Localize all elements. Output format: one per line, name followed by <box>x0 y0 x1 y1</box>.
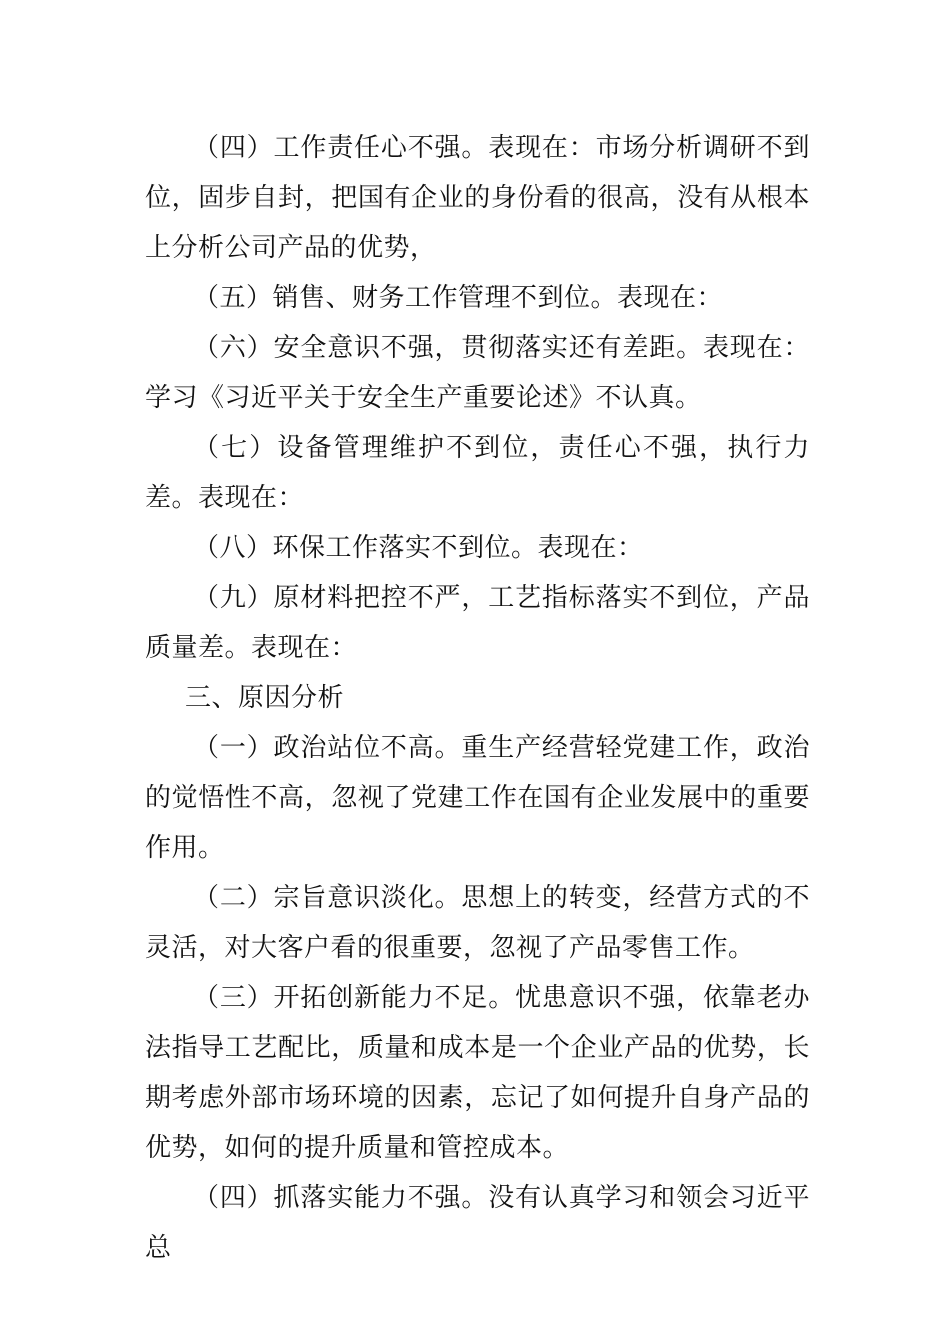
paragraph-environment: （八）环保工作落实不到位。表现在： <box>193 533 644 563</box>
paragraph-responsibility: （四）工作责任心不强。表现在：市场分析调研不到位，固步自封，把国有企业的身份看的很高，没有从根本上分析公司产品的优势， <box>145 133 810 263</box>
paragraph-implementation: （四）抓落实能力不强。没有认真学习和领会习近平总 <box>145 1183 810 1263</box>
paragraph-equipment: （七）设备管理维护不到位，责任心不强，执行力差。表现在： <box>145 433 810 513</box>
paragraph-purpose-awareness: （二）宗旨意识淡化。思想上的转变，经营方式的不灵活，对大客户看的很重要，忽视了产品零售工作。 <box>145 883 810 963</box>
paragraph-safety: （六）安全意识不强，贯彻落实还有差距。表现在：学习《习近平关于安全生产重要论述》不认真。 <box>145 333 810 413</box>
document-body <box>145 123 810 1273</box>
paragraph-sales-finance: （五）销售、财务工作管理不到位。表现在： <box>193 283 724 313</box>
paragraph-political-standing: （一）政治站位不高。重生产经营轻党建工作，政治的觉悟性不高，忽视了党建工作在国有企业发展中的重要作用。 <box>145 733 810 863</box>
section-heading-cause-analysis: 三、原因分析 <box>185 683 345 713</box>
paragraph-innovation: （三）开拓创新能力不足。忧患意识不强，依靠老办法指导工艺配比，质量和成本是一个企业产品的优势，长期考虑外部市场环境的因素，忘记了如何提升自身产品的优势，如何的提升质量和管控成本。 <box>145 983 810 1163</box>
paragraph-raw-materials: （九）原材料把控不严，工艺指标落实不到位，产品质量差。表现在： <box>145 583 810 663</box>
